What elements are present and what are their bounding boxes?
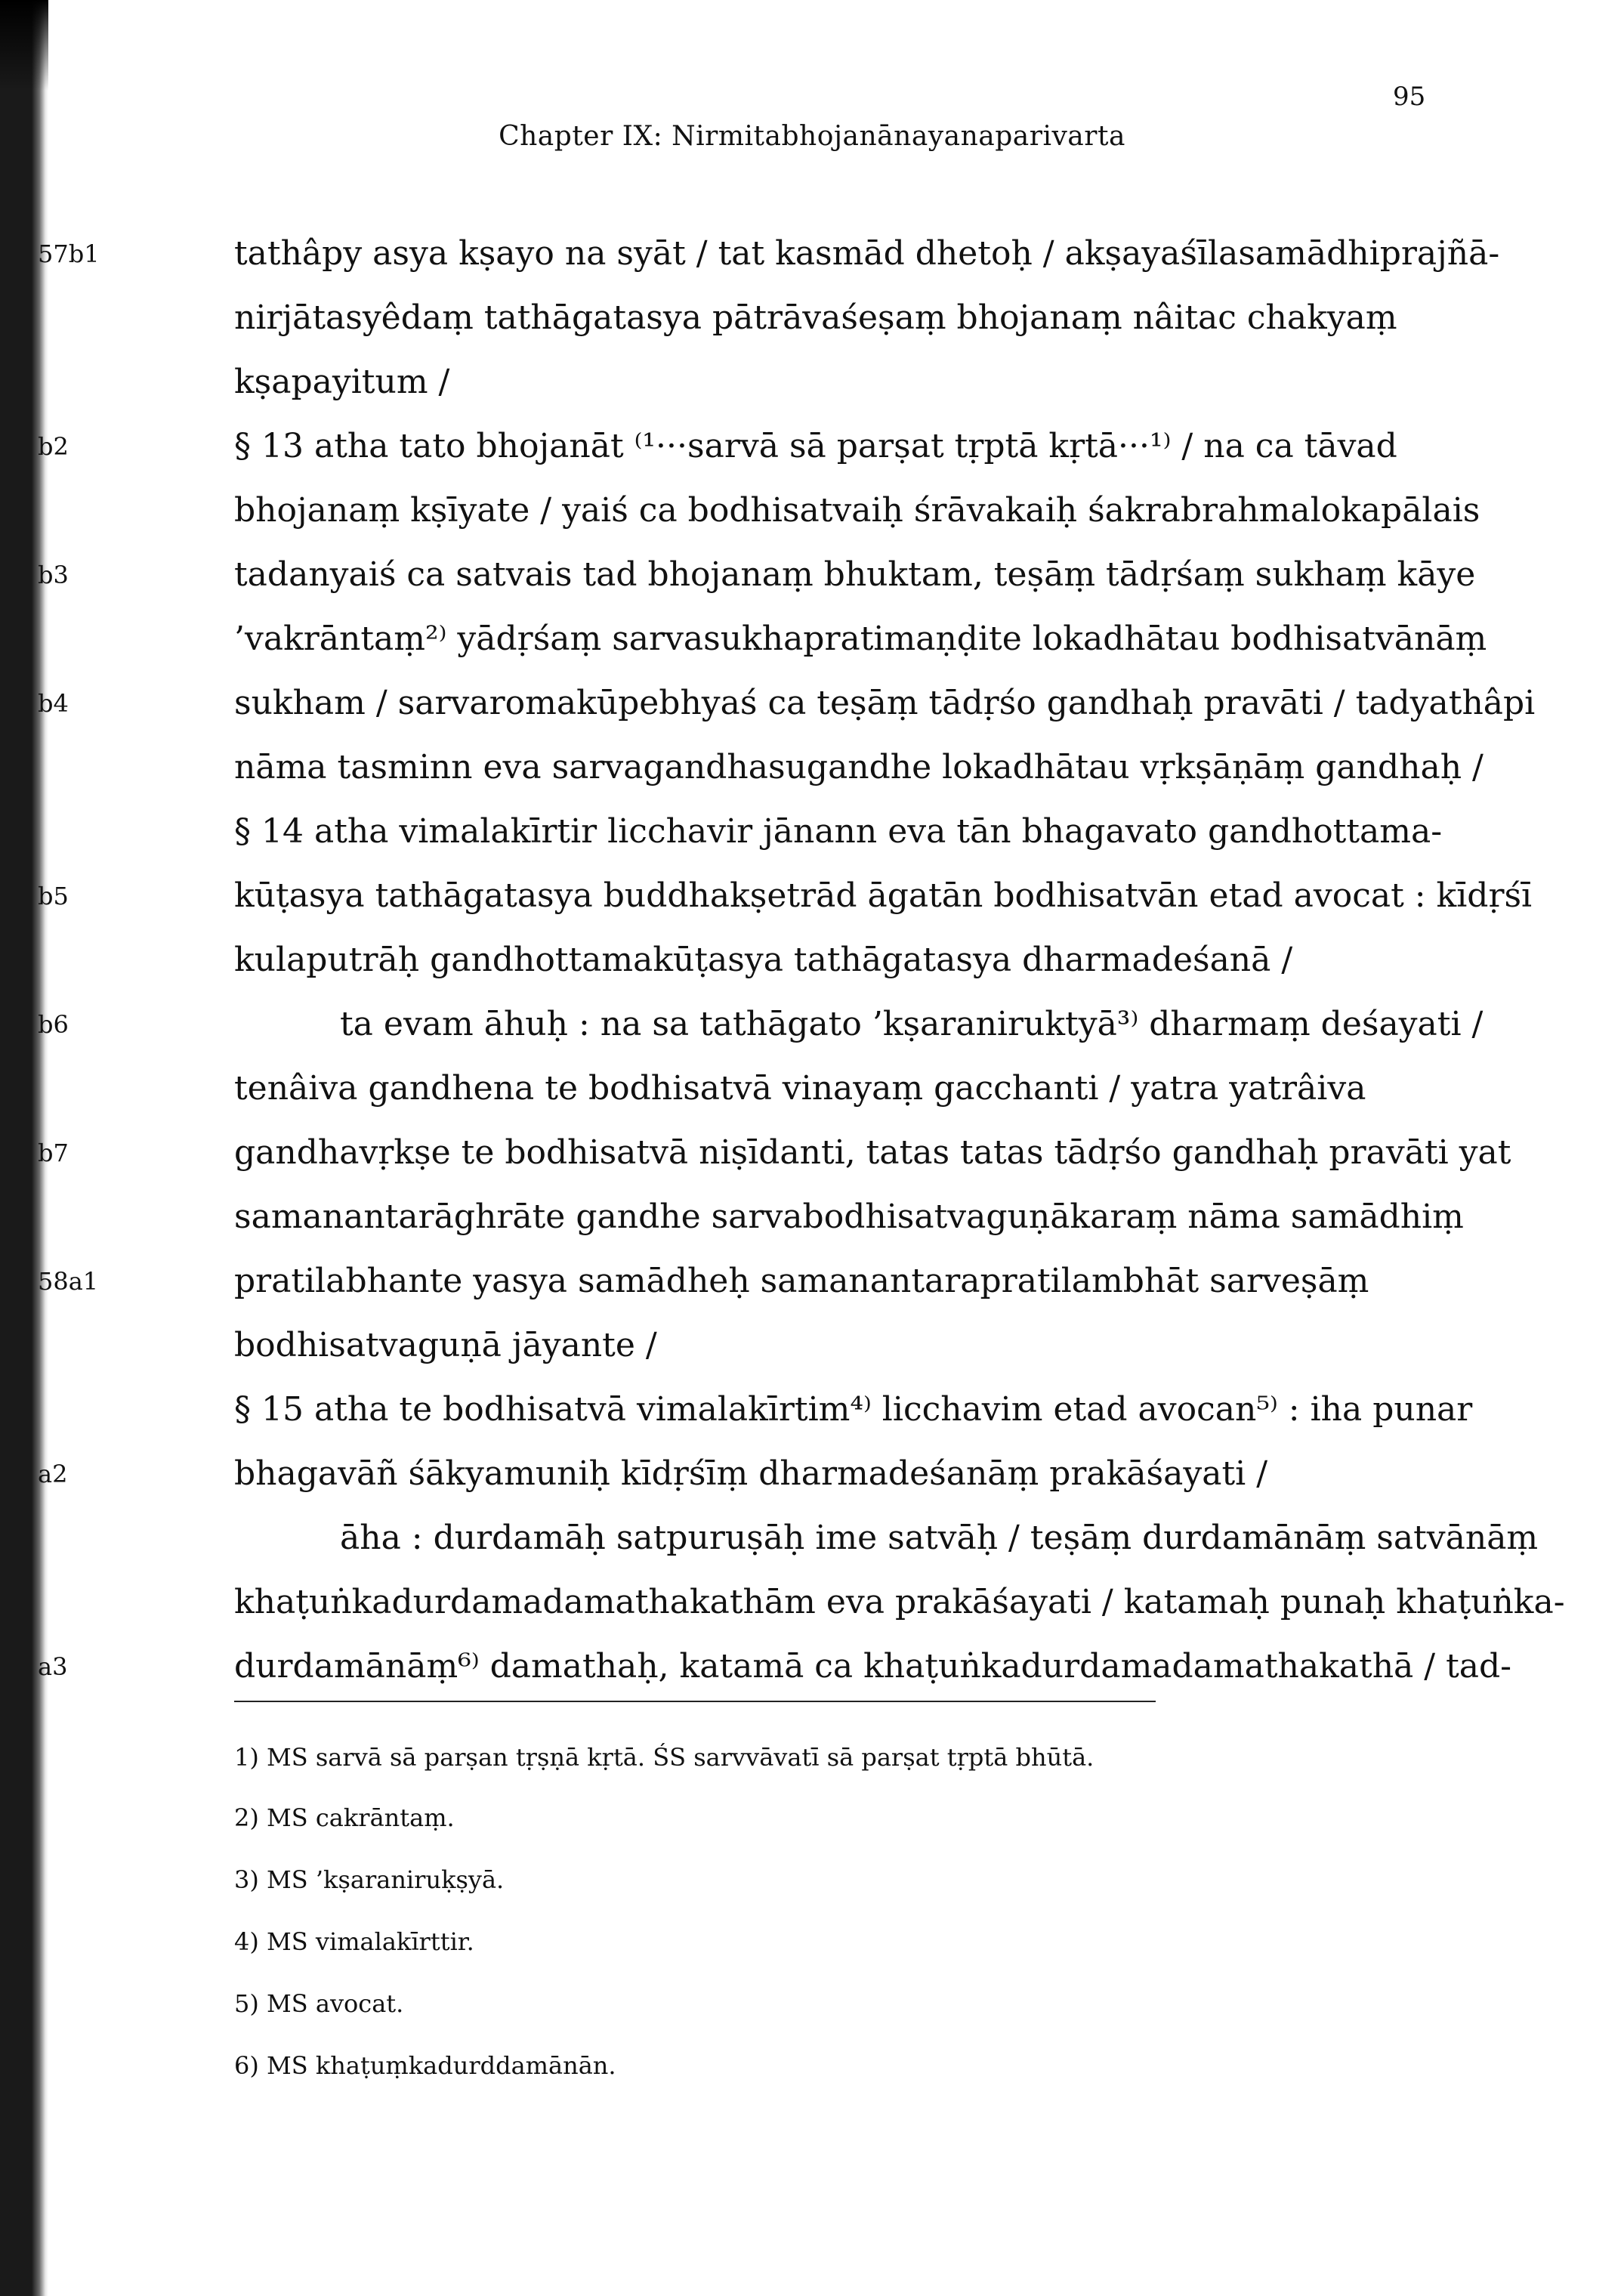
text-line (234, 1323, 1488, 1368)
line-text: bhagavāñ śākyamuniḥ kīdṛśīṃ dharmadeśanāṃ prakāśayati / (234, 1454, 1268, 1493)
footnote-rule (234, 1701, 1156, 1702)
running-head: Chapter IX: Nirmitabhojanānayanaparivarta (499, 121, 1125, 152)
line-text: kūṭasya tathāgatasya buddhakṣetrād āgatān bodhisatvān etad avocat : kīdṛśī (234, 876, 1533, 915)
section-line (234, 1387, 1488, 1432)
line-text: kulaputrāḥ gandhottamakūṭasya tathāgatasya dharmadeśanā / (234, 941, 1293, 979)
folio-ref: a2 (38, 1460, 68, 1488)
footnote: 2) MS cakrāntaṃ. (234, 1803, 455, 1832)
line-text: § 15 atha te bodhisatvā vimalakīrtim⁴⁾ licchavim etad avocan⁵⁾ : iha punar (234, 1390, 1473, 1429)
line-text: pratilabhante yasya samādheḥ samanantarapratilambhāt sarveṣāṃ (234, 1262, 1369, 1300)
folio-ref: 58a1 (38, 1267, 99, 1296)
text-line (234, 1580, 1565, 1625)
text-line (234, 1516, 1539, 1561)
text-line (38, 1002, 1488, 1047)
section-line (38, 424, 1488, 469)
line-text: ta evam āhuḥ : na sa tathāgato ’kṣaraniruktyā³⁾ dharmaṃ deśayati / (340, 1005, 1484, 1043)
text-line (38, 1451, 1488, 1497)
folio-ref: b3 (38, 561, 69, 589)
text-line (234, 1194, 1488, 1240)
footnote: 5) MS avocat. (234, 1989, 404, 2018)
text-line (234, 295, 1488, 341)
text-line (38, 1259, 1488, 1304)
line-text: tathâpy asya kṣayo na syāt / tat kasmād dhetoḥ / akṣayaśīlasamādhiprajñā- (234, 234, 1500, 273)
footnote: 3) MS ’kṣaraniruḳṣyā. (234, 1865, 505, 1894)
folio-ref: b7 (38, 1139, 69, 1167)
text-line (234, 1066, 1488, 1111)
folio-ref: b5 (38, 882, 69, 910)
line-text: āha : durdamāḥ satpuruṣāḥ ime satvāḥ / teṣāṃ durdamānāṃ satvānāṃ (340, 1519, 1539, 1557)
folio-ref: 57b1 (38, 239, 100, 268)
text-line (38, 1644, 1512, 1689)
line-text: ’vakrāntaṃ²⁾ yādṛśaṃ sarvasukhapratimaṇḍite lokadhātau bodhisatvānāṃ (234, 620, 1487, 658)
text-line (234, 360, 1488, 405)
line-text: § 14 atha vimalakīrtir licchavir jānann eva tān bhagavato gandhottama- (234, 812, 1443, 851)
section-line (234, 809, 1488, 854)
text-line (38, 681, 1536, 726)
line-text: samanantarāghrāte gandhe sarvabodhisatvaguṇākaraṃ nāma samādhiṃ (234, 1197, 1464, 1236)
text-line (234, 938, 1488, 983)
text-line (38, 552, 1488, 598)
line-text: khaṭuṅkadurdamadamathakathām eva prakāśayati / katamaḥ punaḥ khaṭuṅka- (234, 1583, 1565, 1621)
page-number: 95 (1393, 82, 1426, 112)
folio-ref: b4 (38, 689, 69, 718)
line-text: gandhavṛkṣe te bodhisatvā niṣīdanti, tatas tatas tādṛśo gandhaḥ pravāti yat (234, 1133, 1511, 1172)
text-line (234, 488, 1488, 533)
text-line (234, 745, 1488, 790)
line-text: kṣapayitum / (234, 363, 450, 401)
footnote: 6) MS khaṭuṃkadurddamānān. (234, 2051, 616, 2080)
text-line (38, 231, 1500, 277)
text-line (38, 873, 1533, 919)
line-text: durdamānāṃ⁶⁾ damathaḥ, katamā ca khaṭuṅkadurdamadamathakathā / tad- (234, 1647, 1512, 1686)
folio-ref: b6 (38, 1010, 69, 1039)
line-text: tenâiva gandhena te bodhisatvā vinayaṃ gacchanti / yatra yatrâiva (234, 1069, 1366, 1108)
line-text: bodhisatvaguṇā jāyante / (234, 1326, 657, 1364)
line-text: bhojanaṃ kṣīyate / yaiś ca bodhisatvaiḥ śrāvakaiḥ śakrabrahmalokapālais (234, 491, 1480, 530)
line-text: tadanyaiś ca satvais tad bhojanaṃ bhuktam, teṣāṃ tādṛśaṃ sukhaṃ kāye (234, 555, 1476, 594)
footnote: 1) MS sarvā sā parṣan tṛṣṇā kṛtā. ŚS sarvvāvatī sā parṣat tṛptā bhūtā. (234, 1743, 1095, 1772)
folio-ref: a3 (38, 1652, 68, 1681)
line-text: § 13 atha tato bhojanāt ⁽¹···sarvā sā parṣat tṛptā kṛtā···¹⁾ / na ca tāvad (234, 427, 1397, 465)
line-text: sukham / sarvaromakūpebhyaś ca teṣāṃ tādṛśo gandhaḥ pravāti / tadyathâpi (234, 684, 1536, 722)
line-text: nāma tasminn eva sarvagandhasugandhe lokadhātau vṛkṣāṇāṃ gandhaḥ / (234, 748, 1484, 786)
folio-ref: b2 (38, 432, 69, 461)
text-line (38, 1130, 1511, 1176)
footnote: 4) MS vimalakīrttir. (234, 1927, 474, 1956)
text-line (234, 616, 1488, 662)
scan-edge-shadow-top (0, 0, 48, 91)
line-text: nirjātasyêdaṃ tathāgatasya pātrāvaśeṣaṃ bhojanaṃ nâitac chakyaṃ (234, 298, 1397, 337)
